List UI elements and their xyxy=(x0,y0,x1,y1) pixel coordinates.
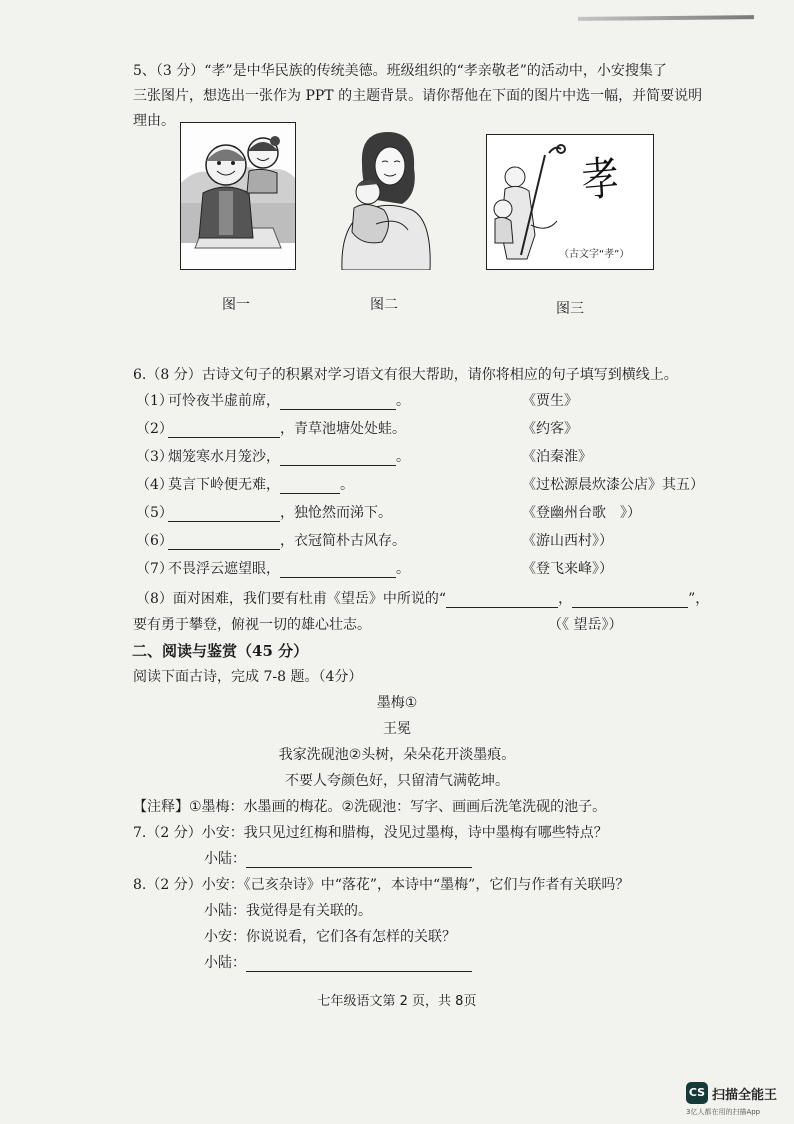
q6-item-1 xyxy=(136,390,736,412)
watermark-app-name: 扫描全能王 xyxy=(712,1088,778,1103)
q5-line3: 理由。 xyxy=(133,113,175,129)
poem-line-1: 我家洗砚池②头树，朵朵花开淡墨痕。 xyxy=(278,747,516,763)
figure3-ancient-character-image xyxy=(486,134,654,270)
answer-blank[interactable] xyxy=(168,507,280,522)
item-number: （2） xyxy=(136,421,173,437)
q6-item8-line2: 要有勇于攀登，俯视一切的雄心壮志。 xyxy=(133,617,371,633)
q7-answer-row xyxy=(204,848,472,868)
answer-blank[interactable] xyxy=(280,451,396,466)
answer-blank[interactable] xyxy=(168,423,280,438)
figure2-caption: 图二 xyxy=(370,297,398,313)
q6-item-6 xyxy=(136,530,736,552)
q6-item-2 xyxy=(136,418,736,440)
item-source: 《泊秦淮》 xyxy=(522,449,592,465)
q7-question: 7.（2 分）小安：我只见过红梅和腊梅，没见过墨梅，诗中墨梅有哪些特点？ xyxy=(133,825,608,841)
figure3-inner-label: （古文字“孝”） xyxy=(559,249,630,260)
q8-dialogue-line3: 小安：你说说看，它们各有怎样的关联？ xyxy=(204,929,456,945)
item-after-text: 。 xyxy=(396,449,410,465)
page-footer: 七年级语文第 2 页，共 8页 xyxy=(317,994,477,1009)
q6-item-3 xyxy=(136,446,736,468)
item-after-text: ，衣冠简朴古风存。 xyxy=(280,533,406,549)
item-source: 《过松源晨炊漆公店》其五） xyxy=(522,477,704,493)
q8-question: 8.（2 分）小安：《己亥杂诗》中“落花”，本诗中“墨梅”，它们与作者有关联吗？ xyxy=(133,877,630,893)
item-number: （3） xyxy=(136,449,173,465)
answer-blank-2[interactable] xyxy=(572,593,688,608)
figure1-grandma-child-image xyxy=(180,122,296,270)
item-before-text: 烟笼寒水月笼沙， xyxy=(168,449,280,465)
q5-line1: 5、（3 分）“孝”是中华民族的传统美德。班级组织的“孝亲敬老”的活动中，小安搜集了 xyxy=(133,63,667,79)
q7-answer-label: 小陆： xyxy=(204,851,246,867)
q6-item-7 xyxy=(136,558,736,580)
item-after-text: 。 xyxy=(396,393,410,409)
camscanner-logo-icon: CS xyxy=(686,1082,708,1104)
item8-close: ”， xyxy=(688,591,710,607)
item-after-text: ，独怆然而涕下。 xyxy=(280,505,392,521)
answer-blank-1[interactable] xyxy=(446,593,558,608)
watermark-tagline: 3亿人都在用的扫描App xyxy=(686,1108,761,1116)
q6-item-4 xyxy=(136,474,736,496)
q6-item-5 xyxy=(136,502,736,524)
item-source: 《登飞来峰》） xyxy=(522,561,613,577)
q8-dialogue-line2: 小陆：我觉得是有关联的。 xyxy=(204,903,372,919)
item-number: （7） xyxy=(136,561,173,577)
figure1-caption: 图一 xyxy=(222,297,250,313)
poem-author: 王冕 xyxy=(383,721,411,737)
item-source: 《约客》 xyxy=(522,421,578,437)
item-after-text: 。 xyxy=(396,561,410,577)
q6-item-8 xyxy=(136,588,709,608)
poem-line-2: 不要人夸颜色好，只留清气满乾坤。 xyxy=(285,773,509,789)
scan-edge-mark xyxy=(578,15,754,21)
q8-answer-row xyxy=(204,952,472,972)
item-before-text: 莫言下岭便无难， xyxy=(168,477,280,493)
answer-blank[interactable] xyxy=(280,563,396,578)
item-source: 《游山西村》） xyxy=(522,533,613,549)
answer-blank[interactable] xyxy=(280,479,340,494)
item-source: 《贾生》 xyxy=(522,393,578,409)
q8-answer-label: 小陆： xyxy=(204,955,246,971)
figure3-caption: 图三 xyxy=(556,301,584,317)
answer-blank[interactable] xyxy=(168,535,280,550)
item-number: （4） xyxy=(136,477,173,493)
poem-notes: 【注释】①墨梅：水墨画的梅花。②洗砚池：写字、画画后洗笔洗砚的池子。 xyxy=(133,799,607,815)
item-after-text: ，青草池塘处处蛙。 xyxy=(280,421,406,437)
item-after-text: 。 xyxy=(340,477,354,493)
figure2-mother-baby-image xyxy=(332,124,436,270)
answer-blank[interactable] xyxy=(280,395,396,410)
item-number: （1） xyxy=(136,393,173,409)
q5-line2: 三张图片，想选出一张作为 PPT 的主题背景。请你帮他在下面的图片中选一幅，并简要说明 xyxy=(133,88,703,104)
q6-prompt: 6.（8 分）古诗文句子的积累对学习语文有很大帮助，请你将相应的句子填写到横线上。 xyxy=(133,367,678,383)
section2-intro: 阅读下面古诗，完成 7-8 题。（4分） xyxy=(133,669,363,685)
ancient-xiao-glyph: 孝 xyxy=(580,150,621,208)
poem-title: 墨梅① xyxy=(376,695,418,711)
item-number: （6） xyxy=(136,533,173,549)
q8-answer-blank[interactable] xyxy=(246,955,472,972)
q6-item8-source: （《 望岳》） xyxy=(548,617,623,633)
item-number: （5） xyxy=(136,505,173,521)
item-source: 《登幽州台歌 》） xyxy=(522,505,641,521)
item-before-text: 可怜夜半虚前席， xyxy=(168,393,280,409)
section2-title: 二、阅读与鉴赏（45 分） xyxy=(132,642,309,660)
q7-answer-blank[interactable] xyxy=(246,851,472,868)
item8-separator: ， xyxy=(558,591,573,607)
item8-lead: （8）面对困难，我们要有杜甫《望岳》中所说的“ xyxy=(136,591,447,607)
item-before-text: 不畏浮云遮望眼， xyxy=(168,561,280,577)
